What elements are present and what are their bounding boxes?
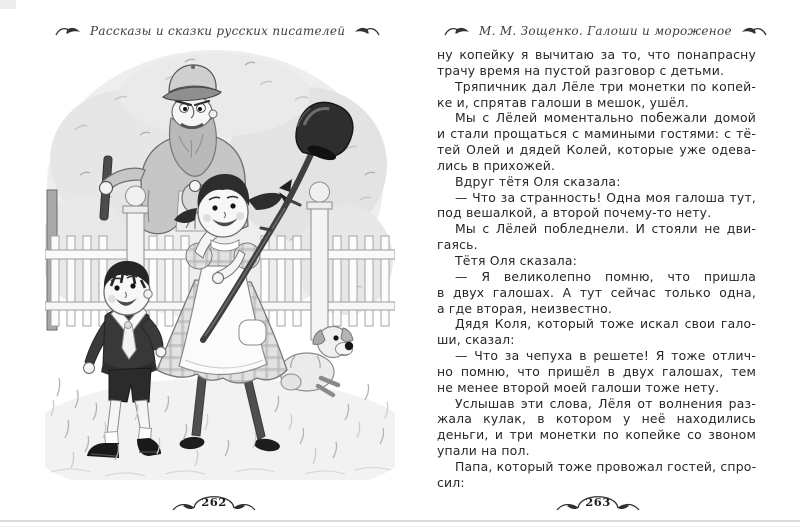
left-running-head [55,23,356,39]
page-right [400,0,800,518]
text-line: и стали прощаться с мамиными гостями: с тё- [437,126,756,142]
text-line: ке и, спрятав галоши в мешок, ушёл. [437,94,689,110]
text-line: Вдруг тётя Оля сказала: [455,173,621,189]
text-line: — Что за чепуха в решете! Я тоже отлич- [455,348,756,364]
text-line: Тряпичник дал Лёле три монетки по копей- [455,78,756,94]
text-line: гаясь. [437,237,478,253]
text-line: не менее второй моей галоши тоже нету. [437,379,720,395]
text-line: трачу время на пустой разговор с детьми. [437,62,725,78]
text-line: под вешалкой, а второй почему-то нету. [437,205,712,221]
text-line: в двух галошах. А тут сейчас только одна, [437,284,756,300]
header-flourish-left-icon [55,24,81,38]
header-flourish-left-icon [444,24,470,38]
story-illustration [45,40,395,480]
text-line: Мы с Лёлей моментально побежали домой [455,110,756,126]
right-running-head [444,23,766,39]
text-line: Дядя Коля, который тоже искал свои гало- [455,316,756,332]
page-left [0,0,400,518]
text-line: — Я великолепно помню, что пришла [455,268,756,284]
left-page-number [171,487,257,515]
text-line: ну копейку я вычитаю за то, что понапрасну [437,47,756,62]
fence-post-right [307,182,332,340]
text-line: деньги, и три монетки по копейке со звоном [437,427,756,443]
text-line: упали на пол. [437,443,530,459]
text-line: жала кулак, в котором у неё находились [437,411,756,427]
text-line: тей Олей и дядей Колей, которые уже одева- [437,142,756,158]
header-flourish-right-icon [354,24,380,38]
text-line: Папа, который тоже провожал гостей, спро- [455,458,756,474]
header-flourish-right-icon [741,24,767,38]
ground [45,378,395,480]
right-page-number [555,487,641,515]
right-header-title: М. М. Зощенко. Галоши и мороженое [479,24,732,38]
text-line: лись в прихожей. [437,157,556,173]
text-line: Тётя Оля сказала: [455,252,578,268]
page-number-text: 262 [201,495,227,509]
text-line: сил: [437,474,465,490]
book-bottom-edge [0,520,800,522]
story-text [437,47,756,491]
left-header-title: Рассказы и сказки русских писателей [90,24,346,38]
text-line: а где вторая, неизвестно. [437,300,613,316]
text-line: — Что за странность! Одна моя галоша тут, [455,189,756,205]
text-line: ши, сказал: [437,332,515,348]
text-line: Мы с Лёлей побледнели. И стояли не дви- [455,221,756,237]
text-line: Услышав эти слова, Лёля от волнения раз- [455,395,756,411]
page-number-text: 263 [585,495,611,509]
text-line: но помню, что пришёл в двух галошах, тем [437,363,756,379]
book-bottom-edge-shadow [0,526,800,527]
